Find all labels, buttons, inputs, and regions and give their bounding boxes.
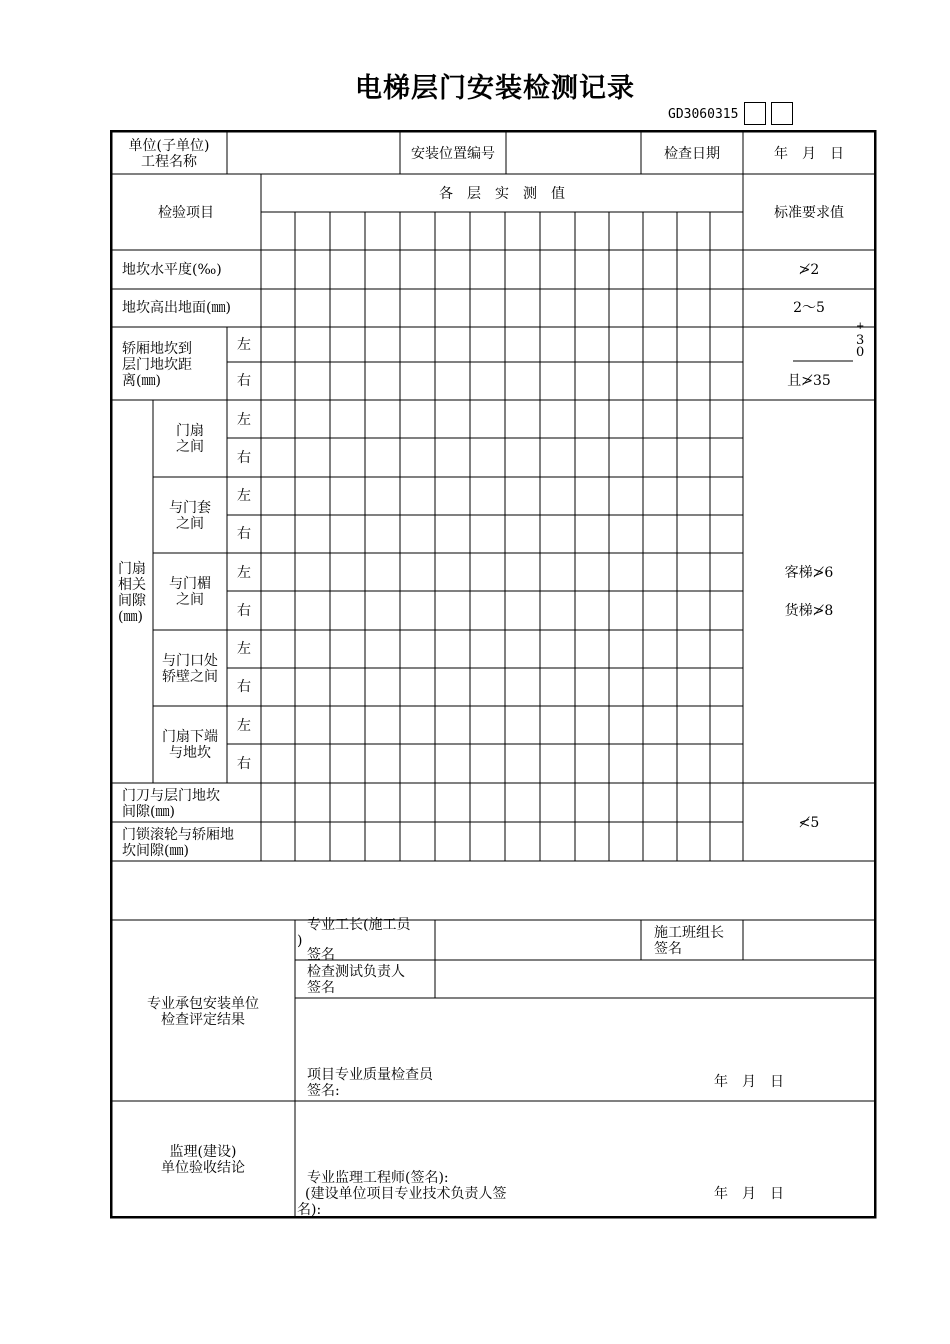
foreman-label-1: 专业工长(施工员 [307, 917, 411, 933]
team-leader-label-1: 施工班组长 [654, 925, 724, 941]
engineer-label-3: 名): [297, 1202, 322, 1218]
gap-lintel-right: 右 [237, 603, 251, 619]
gap-wall-left: 左 [237, 641, 251, 657]
page-title: 电梯层门安装检测记录 [355, 73, 635, 104]
install-pos-label: 安装位置编号 [411, 146, 495, 162]
gap-lintel-left: 左 [237, 565, 251, 581]
pit-height-label: 地坎高出地面(㎜) [122, 300, 231, 316]
gap-group-label-4: (㎜) [118, 609, 143, 625]
unit-label-1: 单位(子单位) [128, 138, 210, 154]
contractor-section-1: 专业承包安装单位 [147, 996, 259, 1012]
gap-leaf-left: 左 [237, 412, 251, 428]
car-sill-std-plus: + [856, 321, 865, 332]
car-sill-left: 左 [237, 337, 251, 353]
team-leader-label-2: 签名 [654, 941, 682, 957]
car-sill-label-3: 离(㎜) [122, 373, 161, 389]
gap-leaf-right: 右 [237, 450, 251, 466]
gap-lintel-label-1: 与门楣 [169, 576, 211, 592]
foreman-label-3: 签名 [307, 947, 335, 963]
check-date-value[interactable]: 年 月 日 [774, 146, 844, 162]
car-sill-label-1: 轿厢地坎到 [122, 341, 192, 357]
inspector-label-2: 签名: [307, 1083, 340, 1099]
gap-std-freight: 货梯≯8 [784, 603, 834, 619]
car-sill-std-3: 3 [856, 333, 865, 348]
supervision-section-1: 监理(建设) [169, 1144, 237, 1160]
gap-leaf-label-2: 之间 [176, 439, 204, 455]
contractor-date: 年 月 日 [714, 1074, 784, 1090]
car-sill-label-2: 层门地坎距 [122, 357, 192, 373]
supervision-date: 年 月 日 [714, 1186, 784, 1202]
standard-header: 标准要求值 [774, 205, 844, 221]
gap-group-label-2: 相关 [118, 577, 146, 593]
measured-header: 各 层 实 测 值 [439, 186, 565, 202]
gap-frame-right: 右 [237, 526, 251, 542]
contractor-section-2: 检查评定结果 [161, 1012, 245, 1028]
pit-height-std: 2～5 [793, 300, 825, 316]
gap-frame-label-1: 与门套 [169, 500, 211, 516]
gap-bottom-left: 左 [237, 718, 251, 734]
gap-frame-label-2: 之间 [176, 516, 204, 532]
form-code: GD3060315 [668, 107, 739, 122]
gap-lintel-label-2: 之间 [176, 592, 204, 608]
gap-leaf-label-1: 门扇 [176, 423, 204, 439]
lock-roller-label-2: 坎间隙(㎜) [122, 843, 189, 859]
gap-bottom-right: 右 [237, 756, 251, 772]
engineer-label-1: 专业监理工程师(签名): [307, 1170, 449, 1186]
gap-bottom-label-2: 与地坎 [169, 745, 211, 761]
pit-level-std: ≯2 [798, 262, 820, 278]
pit-level-label: 地坎水平度(‰) [122, 262, 222, 278]
tester-label-1: 检查测试负责人 [307, 964, 405, 980]
car-sill-right: 右 [237, 373, 251, 389]
item-header: 检验项目 [158, 205, 214, 221]
gap-frame-left: 左 [237, 488, 251, 504]
gap-group-label-3: 间隙 [118, 593, 146, 609]
supervision-section-2: 单位验收结论 [161, 1160, 245, 1176]
knife-std: ≮5 [798, 815, 820, 831]
engineer-label-2: (建设单位项目专业技术负责人签 [305, 1186, 507, 1202]
check-date-label: 检查日期 [664, 146, 720, 162]
gap-bottom-label-1: 门扇下端 [162, 729, 218, 745]
inspector-label-1: 项目专业质量检查员 [307, 1067, 433, 1083]
gap-group-label-1: 门扇 [118, 561, 146, 577]
door-knife-label-1: 门刀与层门地坎 [122, 788, 220, 804]
car-sill-std-0: 0 [856, 345, 865, 360]
gap-wall-label-1: 与门口处 [162, 653, 218, 669]
gap-std-passenger: 客梯≯6 [784, 565, 834, 581]
foreman-label-2: ) [297, 933, 303, 949]
lock-roller-label-1: 门锁滚轮与轿厢地 [122, 827, 234, 843]
tester-label-2: 签名 [307, 980, 335, 996]
gap-wall-right: 右 [237, 679, 251, 695]
gap-wall-label-2: 轿壁之间 [162, 669, 218, 685]
car-sill-std-bottom: 且≯35 [787, 373, 831, 389]
unit-label-2: 工程名称 [141, 154, 197, 170]
door-knife-label-2: 间隙(㎜) [122, 804, 175, 820]
